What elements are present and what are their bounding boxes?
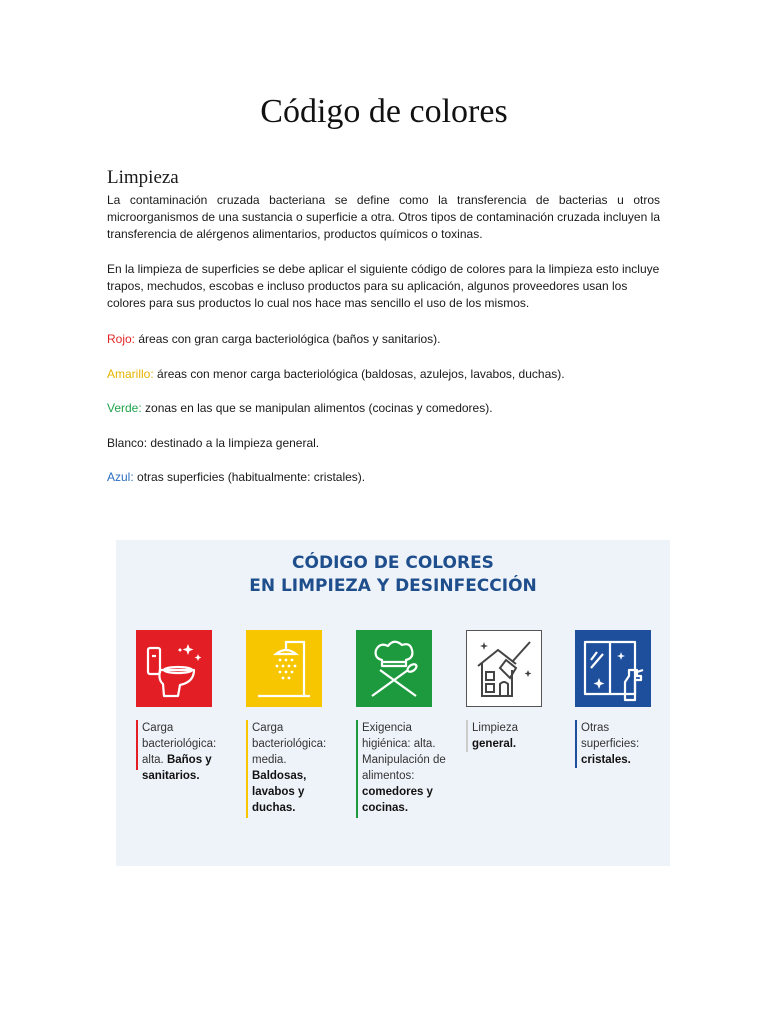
tile-blue	[575, 630, 651, 707]
section-title: Limpieza	[107, 167, 179, 188]
caption-line: bacteriológica:	[142, 738, 217, 750]
page-title: Código de colores	[260, 93, 508, 130]
caption-line: alta. Baños y	[142, 754, 212, 766]
caption-line: Exigencia	[362, 722, 412, 734]
caption-line: higiénica: alta.	[362, 738, 436, 750]
caption-bold: comedores y	[362, 786, 433, 798]
toilet-icon	[136, 630, 212, 707]
caption-bold: lavabos y	[252, 786, 305, 798]
caption-red	[136, 720, 238, 784]
color-text-white: destinado a la limpieza general.	[147, 436, 320, 450]
caption-line: media.	[252, 754, 287, 766]
infographic-title-line1: CÓDIGO DE COLORES	[292, 553, 494, 573]
caption-bold: cristales.	[581, 754, 631, 766]
caption-bold: cocinas.	[362, 802, 409, 814]
caption-line: alimentos:	[362, 770, 415, 782]
color-code-blue	[107, 469, 365, 486]
infographic	[116, 540, 670, 866]
caption-line: Limpieza	[472, 722, 519, 734]
tile-green	[356, 630, 432, 707]
color-code-yellow	[107, 366, 565, 383]
caption-bold: duchas.	[252, 802, 296, 814]
caption-bold: Baldosas,	[252, 770, 307, 782]
chef-utensils-icon	[356, 630, 432, 707]
caption-white	[466, 720, 568, 752]
color-text-blue: otras superficies (habitualmente: cristales).	[133, 470, 366, 484]
color-text-yellow: áreas con menor carga bacteriológica (baldosas, azulejos, lavabos, duchas).	[153, 367, 565, 381]
color-code-white	[107, 435, 319, 452]
caption-line: superficies:	[581, 738, 640, 750]
color-label-red: Rojo:	[107, 332, 136, 346]
caption-blue	[575, 720, 677, 768]
color-text-red: áreas con gran carga bacteriológica (baños y sanitarios).	[135, 332, 441, 346]
caption-line: Manipulación de	[362, 754, 446, 766]
tile-red	[136, 630, 212, 707]
window-spray-icon	[575, 630, 651, 707]
color-text-green: zonas en las que se manipulan alimentos (cocinas y comedores).	[141, 401, 493, 415]
tile-yellow	[246, 630, 322, 707]
color-label-white: Blanco:	[107, 436, 148, 450]
color-label-green: Verde:	[107, 401, 142, 415]
house-broom-icon	[466, 630, 542, 707]
tile-white	[466, 630, 542, 707]
caption-yellow	[246, 720, 348, 816]
caption-bold: Baños y	[166, 754, 212, 766]
infographic-title	[116, 552, 670, 598]
caption-line: Carga	[142, 722, 174, 734]
infographic-title-line2: EN LIMPIEZA Y DESINFECCIÓN	[249, 576, 537, 596]
caption-line: bacteriológica:	[252, 738, 327, 750]
caption-bold: general.	[472, 738, 517, 750]
caption-green	[356, 720, 458, 816]
caption-line: Carga	[252, 722, 284, 734]
caption-line: Otras	[581, 722, 610, 734]
paragraph-intro: La contaminación cruzada bacteriana se define como la transferencia de bacterias u otros microorganismos de una sustancia o superficie a otra. Otros tipos de contaminación cruzada incluyen la transferencia de alérgenos alimentarios, productos químicos o toxinas.	[107, 193, 660, 241]
caption-bold: sanitarios.	[142, 770, 200, 782]
color-code-green	[107, 400, 493, 417]
shower-icon	[246, 630, 322, 707]
color-label-blue: Azul:	[107, 470, 134, 484]
paragraph-instructions: En la limpieza de superficies se debe aplicar el siguiente código de colores para la limpieza esto incluye trapos, mechudos, escobas e incluso productos para su aplicación, algunos proveedores usan los colores para sus productos lo cual nos hace mas sencillo el uso de los mismos.	[107, 262, 660, 310]
color-code-red	[107, 331, 441, 348]
color-label-yellow: Amarillo:	[107, 367, 154, 381]
